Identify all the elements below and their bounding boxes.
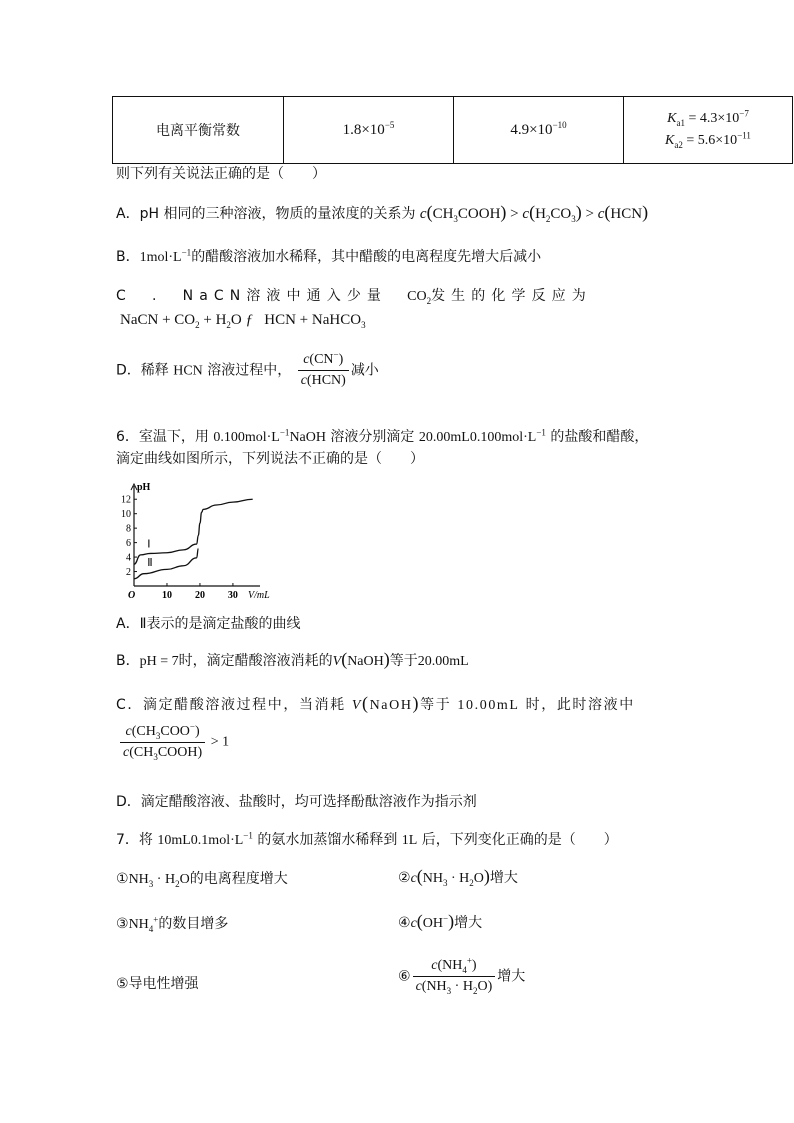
- x-tick-label: 30: [227, 590, 238, 601]
- table-row: [113, 97, 793, 164]
- q5-option-a: A．pH 相同的三种溶液，物质的量浓度的关系为 $c(CH_3COOH) > c(H_2CO_3) > c(HCN)$: [116, 202, 649, 224]
- y-tick-label: 2: [126, 567, 131, 579]
- q6-option-a: A．Ⅱ表示的是滴定盐酸的曲线: [116, 616, 301, 632]
- q7-option-4: ④c(OH−)增大: [398, 911, 483, 931]
- table-cell-ch3cooh: $1.8\times 10^{-5}$: [284, 97, 454, 164]
- ka2-value: $K_{a2} = 5.6\times 10^{-11}$: [665, 130, 751, 150]
- q6-option-c: C．滴定醋酸溶液过程中，当消耗 V(NaOH)等于 10.00mL 时，此时溶液中: [116, 693, 635, 713]
- q5-stem: 则下列有关说法正确的是（ ）: [116, 166, 326, 182]
- table-cell-hcn: $4.9\times 10^{-10}$: [454, 97, 624, 164]
- x-tick-label: 10: [161, 590, 172, 601]
- q7-option-5: ⑤导电性增强: [116, 976, 199, 992]
- curve-label: Ⅱ: [147, 556, 153, 569]
- y-tick-label: 12: [121, 494, 131, 506]
- table-cell-label: [113, 97, 284, 164]
- q7-option-3: $③NH_4^+$的数目增多: [116, 914, 229, 934]
- x-tick-label: 20: [194, 590, 205, 601]
- series-curve-1: [134, 499, 253, 564]
- q7-stem: 7．将 $10mL0.1mol\cdot L^{-1}$ 的氨水加蒸馏水稀释到 1L 后，下列变化正确的是（ ）: [116, 830, 618, 848]
- q5-option-b: B．$1mol\cdot L^{-1}$的醋酸溶液加水稀释，其中醋酸的电离程度先增大后减小: [116, 247, 542, 265]
- q6-stem-line2: 滴定曲线如图所示，下列说法不正确的是（ ）: [116, 451, 424, 467]
- q7-option-1: $①NH_3 \cdot H_2O$的电离程度增大: [116, 871, 288, 889]
- q6-stem-line1: 6．室温下，用 $0.100mol\cdot L^{-1}NaOH$ 溶液分别滴定 $20.00mL0.100mol\cdot L^{-1}$ 的盐酸和醋酸，: [116, 427, 649, 445]
- titration-curve-chart: [112, 480, 270, 601]
- ka1-value: $K_{a1} = 4.3\times 10^{-7}$: [667, 108, 749, 128]
- q5-option-d: D．稀释 HCN 溶液过程中， $\frac{c(CN^-)}{\text{c(HCN)}}$ 减小: [116, 349, 379, 388]
- origin-label: O: [128, 590, 136, 601]
- q6-option-b: B．pH = 7时，滴定醋酸溶液消耗的V(NaOH)等于20.00mL: [116, 649, 469, 669]
- table-cell-h2co3: [624, 97, 793, 164]
- y-axis-label: pH: [137, 482, 151, 493]
- q5-option-c-equation: NaCN + $CO_2 + H_2O$ ƒ HCN + NaHCO$_3$: [120, 312, 366, 330]
- q5-d-fraction: $\frac{c(CN^-)}{\text{c(HCN)}}$: [298, 352, 349, 389]
- q6-option-d: D．滴定醋酸溶液、盐酸时，均可选择酚酞溶液作为指示剂: [116, 794, 477, 810]
- row-label: 电离平衡常数: [156, 123, 240, 139]
- y-tick-label: 6: [126, 538, 131, 550]
- q7-option-2: $②c(NH_3 \cdot H_2O)$增大: [398, 866, 518, 888]
- y-tick-label: 10: [121, 509, 131, 521]
- q7-option-6: ⑥ $\frac{c(NH_4^+)}{c(NH_3 \cdot H_2O)}$ 增大: [398, 955, 526, 996]
- ionization-constant-table: [112, 96, 793, 164]
- q6-option-c-fraction: $\frac{c(CH_3COO^-)}{c(CH_3COOH)}$ > 1: [118, 724, 229, 761]
- curve-label: Ⅰ: [147, 538, 151, 551]
- y-tick-label: 8: [126, 523, 131, 535]
- q5-option-c: C . NaCN溶液中通入少量 $CO_2$发生的化学反应为: [116, 288, 592, 306]
- y-tick-label: 4: [126, 552, 131, 564]
- x-axis-label: V/mL: [248, 590, 270, 601]
